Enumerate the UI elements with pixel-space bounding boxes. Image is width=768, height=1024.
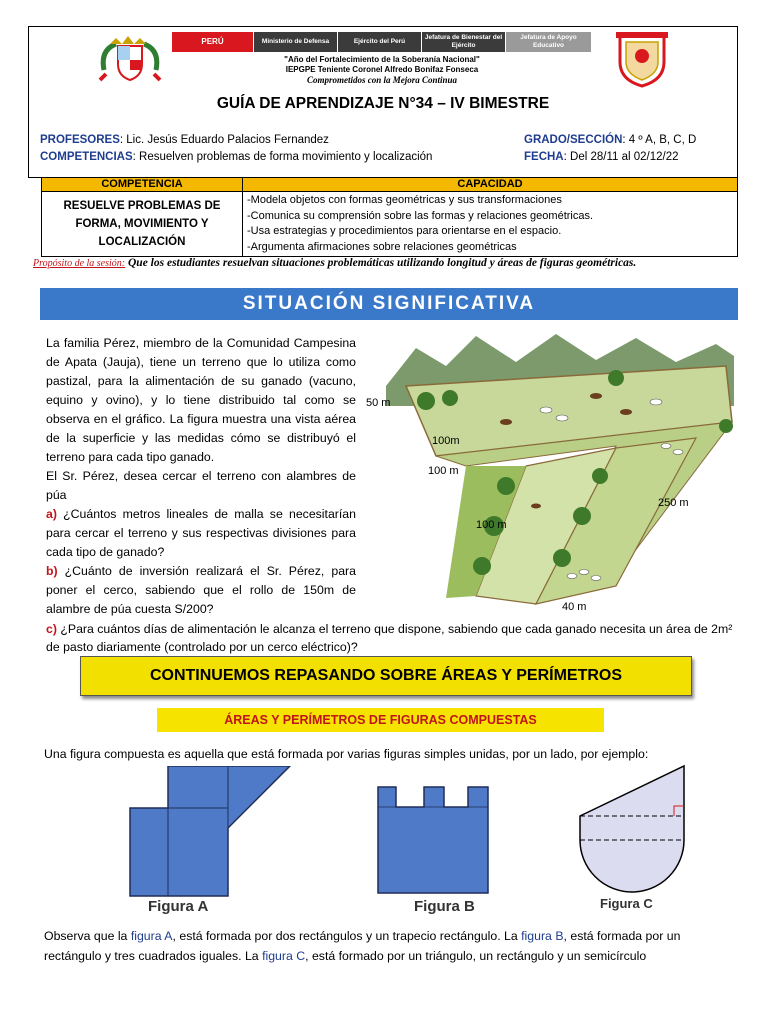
- competence-table: [41, 177, 738, 257]
- profesores-line: [40, 134, 329, 146]
- farm-illustration: [366, 326, 736, 616]
- school-slogan: Comprometidos con la Mejora Continua: [306, 75, 458, 85]
- measure-40m: 40 m: [562, 601, 587, 613]
- capacidad-cell: [243, 192, 738, 257]
- situacion-p2: El Sr. Pérez, desea cercar el terreno con alambres de púa: [46, 469, 356, 502]
- question-a: [46, 505, 356, 562]
- proposito-label: Propósito de la sesión:: [33, 258, 126, 269]
- observa-t2: , está formada por dos rectángulos y un trapecio rectángulo. La: [172, 929, 522, 943]
- areas-banner: ÁREAS Y PERÍMETROS DE FIGURAS COMPUESTAS: [157, 708, 604, 732]
- competencias-line: [40, 151, 432, 163]
- ministry-ejercito: Ejército del Perú: [338, 32, 422, 52]
- capacidad-item: -Argumenta afirmaciones sobre relaciones geométricas: [247, 240, 517, 253]
- ministry-peru: PERÚ: [172, 32, 254, 52]
- school-shield-logo: [612, 30, 672, 88]
- proposito: [33, 256, 738, 271]
- intro-text: Una figura compuesta es aquella que está formada por varias figuras simples unidas, por un lado, por ejemplo:: [44, 747, 649, 761]
- profesores-value: : Lic. Jesús Eduardo Palacios Fernandez: [119, 134, 329, 146]
- ministry-bienestar: Jefatura de Bienestar del Ejército: [422, 32, 506, 52]
- grado-line: [524, 134, 696, 146]
- profesores-label: PROFESORES: [40, 134, 120, 146]
- competencias-value: : Resuelven problemas de forma movimiento y localización: [132, 151, 433, 163]
- figure-b-ref: figura B: [521, 929, 564, 943]
- ministry-apoyo: Jefatura de Apoyo Educativo: [506, 32, 592, 52]
- competencia-cell: RESUELVE PROBLEMAS DE FORMA, MOVIMIENTO Y LOCALIZACIÓN: [42, 192, 243, 257]
- measure-50m: 50 m: [366, 397, 391, 409]
- repaso-banner: CONTINUEMOS REPASANDO SOBRE ÁREAS Y PERÍMETROS: [80, 656, 692, 696]
- figure-b-shape: [376, 785, 516, 895]
- observa-t1: Observa que la: [44, 929, 131, 943]
- situacion-text: [46, 334, 356, 619]
- measure-100m-top: 100m: [432, 435, 460, 447]
- peru-coat-of-arms-logo: [96, 30, 164, 88]
- fecha-label: FECHA: [524, 151, 564, 163]
- grado-value: : 4 º A, B, C, D: [622, 134, 697, 146]
- question-c-text: ¿Para cuántos días de alimentación le alcanza el terreno que dispone, sabiendo que cada ganado necesita un área de 2m² de pasto diariamente (controlado por un cerco eléctrico)?: [46, 622, 733, 654]
- observa-t4: , está formado por un triángulo, un rectángulo y un semicírculo: [305, 949, 647, 963]
- figure-a-ref: figura A: [130, 929, 173, 943]
- ministry-bar: [172, 32, 592, 52]
- capacidad-item: -Modela objetos con formas geométricas y sus transformaciones: [247, 194, 562, 206]
- observa-t3: , está formada por un rectángulo y tres cuadrados iguales. La: [44, 929, 681, 963]
- competencias-label: COMPETENCIAS: [40, 151, 133, 163]
- figure-a-label: Figura A: [148, 898, 209, 915]
- measure-100m-low: 100 m: [476, 519, 507, 531]
- measure-100m-mid: 100 m: [428, 465, 459, 477]
- grado-label: GRADO/SECCIÓN: [524, 134, 623, 146]
- question-b-text: ¿Cuánto de inversión realizará el Sr. Pérez, para poner el cerco, sabiendo que el rollo de 150m de alambre de púa cuesta S/200?: [46, 564, 356, 616]
- figure-c-shape: [574, 762, 690, 902]
- question-b: [46, 562, 356, 619]
- question-a-label: a): [46, 507, 57, 521]
- ministry-defensa: Ministerio de Defensa: [254, 32, 338, 52]
- figure-a-shape: [128, 766, 298, 898]
- observa-text: [44, 926, 736, 966]
- question-c: [46, 620, 736, 656]
- competencia-header: COMPETENCIA: [42, 178, 243, 192]
- question-c-label: c): [46, 622, 57, 636]
- figure-c-ref: figura C: [262, 949, 306, 963]
- fecha-value: : Del 28/11 al 02/12/22: [563, 151, 679, 163]
- fecha-line: [524, 151, 679, 163]
- proposito-text: Que los estudiantes resuelvan situaciones problemáticas utilizando longitud y áreas de figuras geométricas.: [125, 257, 637, 269]
- measure-250m: 250 m: [658, 497, 689, 509]
- school-name: IEPGPE Teniente Coronel Alfredo Bonifaz Fonseca: [285, 65, 479, 74]
- capacidad-item: -Usa estrategias y procedimientos para orientarse en el espacio.: [247, 225, 562, 237]
- guide-title: GUÍA DE APRENDIZAJE N°34 – IV BIMESTRE: [216, 95, 550, 112]
- situacion-p1: La familia Pérez, miembro de la Comunidad Campesina de Apata (Jauja), tiene un terreno que lo utiliza como pastizal, para la alimentación de su ganado (vacuno, equino y ovino), y lo tiene distribuido tal como se observa en el gráfico. La figura muestra una vista aérea de la superficie y las medidas cómo se distribuyó el terreno para cada tipo ganado.: [46, 336, 356, 464]
- year-motto: "Año del Fortalecimiento de la Soberanía Nacional": [284, 55, 480, 64]
- question-a-text: ¿Cuántos metros lineales de malla se necesitarían para cercar el terreno y sus respectivas divisiones para cada tipo de ganado?: [46, 507, 356, 559]
- capacidad-item: -Comunica su comprensión sobre las formas y relaciones geométricas.: [247, 209, 594, 222]
- situacion-banner: SITUACIÓN SIGNIFICATIVA: [40, 288, 738, 320]
- figure-b-label: Figura B: [414, 898, 475, 915]
- question-b-label: b): [46, 564, 58, 578]
- capacidad-header: CAPACIDAD: [243, 178, 738, 192]
- figure-c-label: Figura C: [600, 896, 653, 911]
